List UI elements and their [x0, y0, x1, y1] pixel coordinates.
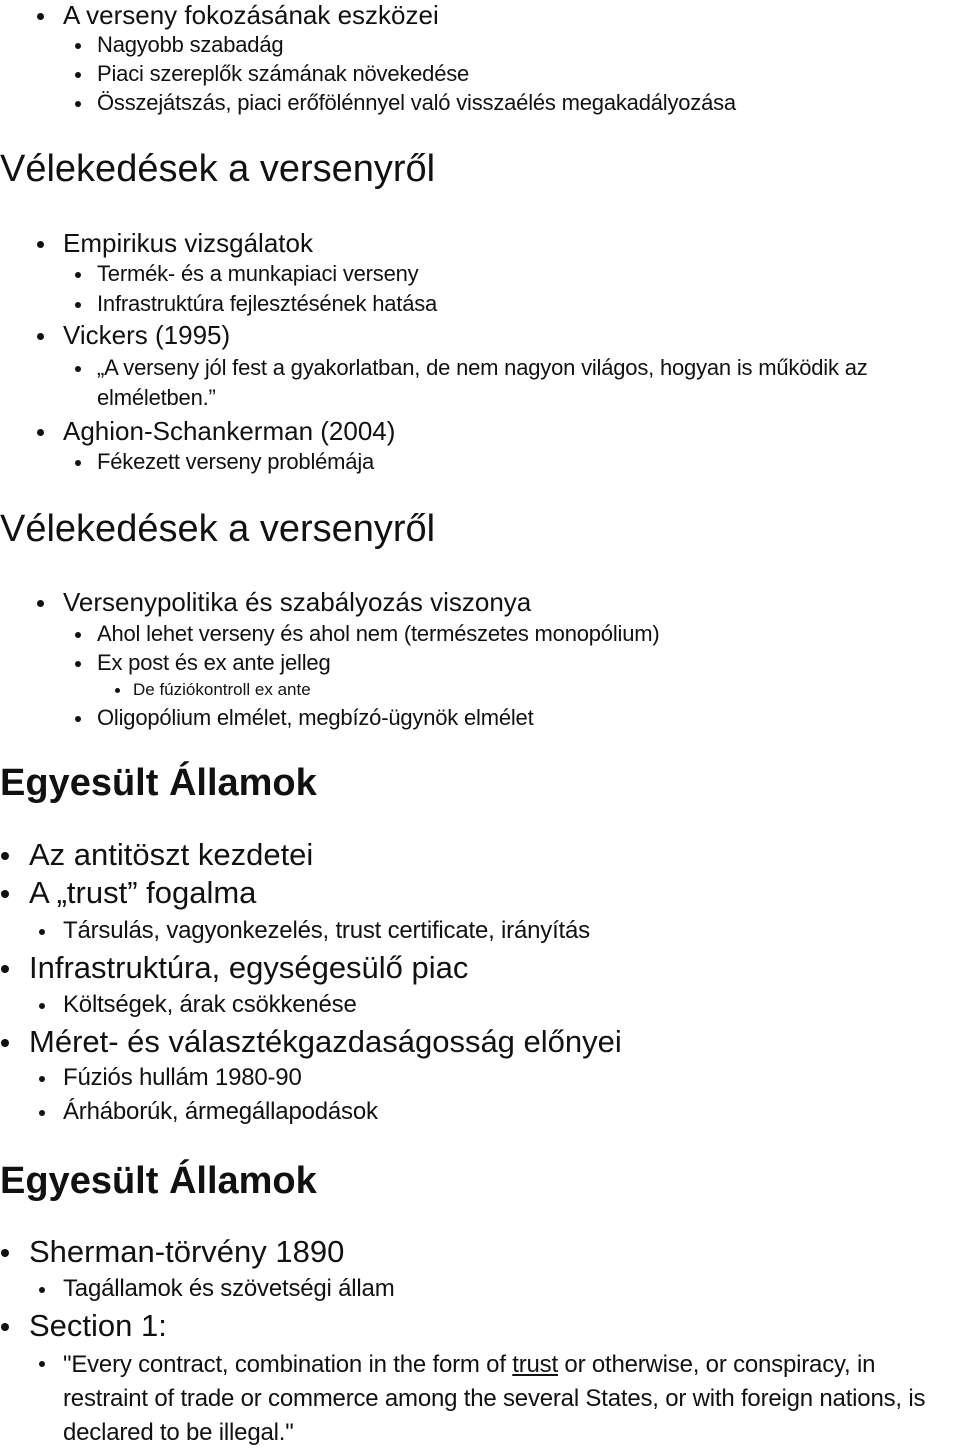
bullet-icon	[37, 429, 44, 436]
bullet-text: Section 1:	[29, 1308, 167, 1343]
bullet-text: Aghion-Schankerman (2004)	[63, 416, 396, 446]
sub-bullet-item	[63, 1063, 302, 1093]
bullet-text: Ahol lehet verseny és ahol nem (természetes monopólium)	[97, 621, 660, 646]
sub-bullet-item	[63, 1274, 395, 1304]
quote-text: or otherwise, or conspiracy, in restraint of trade or commerce among the several States, or with foreign nations, is declared to be illegal."	[63, 1351, 926, 1446]
bullet-text: Infrastruktúra fejlesztésének hatása	[97, 291, 438, 316]
sub-bullet-item	[97, 291, 437, 317]
bullet-text: Versenypolitika és szabályozás viszonya	[63, 587, 532, 617]
sub-bullet-item	[97, 90, 736, 116]
bullet-text: Összejátszás, piaci erőfölénnyel való visszaélés megakadályozása	[97, 90, 736, 115]
sub-bullet-item	[97, 621, 660, 647]
bullet-icon	[75, 72, 81, 78]
bullet-text: A „trust” fogalma	[29, 875, 257, 910]
bullet-icon	[1, 965, 9, 973]
sub-bullet-item	[97, 32, 283, 58]
section-title: Egyesült Államok	[0, 1160, 317, 1202]
bullet-text: „A verseny jól fest a gyakorlatban, de nem nagyon világos, hogyan is működik az	[97, 355, 868, 380]
quote-bullet-item	[63, 1348, 943, 1450]
bullet-text: Fékezett verseny problémája	[97, 449, 375, 474]
bullet-icon	[1, 852, 9, 860]
sub-bullet-item	[63, 1097, 378, 1127]
section-title: Egyesült Államok	[0, 762, 317, 804]
bullet-icon	[75, 302, 81, 308]
sub-bullet-item	[97, 355, 868, 381]
bullet-text: Fúziós hullám 1980-90	[63, 1064, 302, 1091]
bullet-icon	[39, 1003, 45, 1009]
bullet-text: Termék- és a munkapiaci verseny	[97, 261, 419, 286]
bullet-icon	[1, 1249, 9, 1257]
sub-sub-bullet-item	[133, 680, 311, 700]
bullet-item	[63, 0, 439, 30]
bullet-icon	[75, 101, 81, 107]
bullet-icon	[75, 272, 81, 278]
bullet-text: elméletben.”	[97, 385, 216, 410]
bullet-icon	[115, 688, 120, 693]
bullet-icon	[1, 1323, 9, 1331]
bullet-text: Nagyobb szabadág	[97, 32, 284, 57]
bullet-item	[63, 416, 395, 446]
bullet-item	[29, 875, 256, 911]
bullet-continuation	[97, 385, 216, 411]
bullet-text: De fúziókontroll ex ante	[133, 680, 311, 699]
bullet-text: Ex post és ex ante jelleg	[97, 650, 331, 675]
bullet-text: Költségek, árak csökkenése	[63, 991, 357, 1018]
bullet-icon	[39, 1110, 45, 1116]
bullet-text: Árháborúk, ármegállapodások	[63, 1098, 378, 1125]
sub-bullet-item	[97, 261, 418, 287]
bullet-text: A verseny fokozásának eszközei	[63, 0, 439, 30]
bullet-icon	[37, 600, 44, 607]
bullet-item	[63, 228, 313, 258]
bullet-item	[29, 950, 468, 986]
bullet-text: Vickers (1995)	[63, 320, 231, 350]
sub-bullet-item	[63, 916, 590, 946]
bullet-icon	[75, 366, 81, 372]
bullet-item	[63, 587, 531, 617]
bullet-icon	[75, 716, 81, 722]
bullet-text: Empirikus vizsgálatok	[63, 228, 313, 258]
sub-bullet-item	[63, 990, 357, 1020]
quote-text: "Every contract, combination in the form of	[63, 1351, 513, 1378]
bullet-text: Infrastruktúra, egységesülő piac	[29, 950, 469, 985]
sub-bullet-item	[97, 650, 330, 676]
bullet-icon	[1, 1039, 9, 1047]
sub-bullet-item	[97, 705, 534, 731]
bullet-text: Tagállamok és szövetségi állam	[63, 1275, 395, 1302]
bullet-text: Sherman-törvény 1890	[29, 1234, 345, 1269]
bullet-item	[63, 320, 230, 350]
bullet-icon	[37, 241, 44, 248]
bullet-icon	[37, 333, 44, 340]
bullet-icon	[39, 1287, 45, 1293]
section-title: Vélekedések a versenyről	[0, 508, 436, 550]
section-title: Vélekedések a versenyről	[0, 148, 436, 190]
bullet-icon	[75, 632, 81, 638]
bullet-text: Társulás, vagyonkezelés, trust certificate, irányítás	[63, 917, 590, 944]
bullet-icon	[75, 661, 81, 667]
bullet-item	[29, 1308, 167, 1344]
bullet-text: Oligopólium elmélet, megbízó-ügynök elmélet	[97, 705, 534, 730]
bullet-icon	[39, 929, 45, 935]
bullet-text: Az antitöszt kezdetei	[29, 837, 314, 872]
sub-bullet-item	[97, 61, 469, 87]
bullet-item	[29, 1024, 622, 1060]
bullet-item	[29, 837, 313, 873]
bullet-icon	[75, 43, 81, 49]
trust-link[interactable]: trust	[512, 1351, 558, 1378]
bullet-icon	[1, 890, 9, 898]
sub-bullet-item	[97, 449, 374, 475]
bullet-icon	[37, 13, 44, 20]
bullet-icon	[39, 1361, 45, 1367]
bullet-icon	[75, 460, 81, 466]
bullet-text: Méret- és választékgazdaságosság előnyei	[29, 1024, 622, 1059]
bullet-item	[29, 1234, 344, 1270]
bullet-text: Piaci szereplők számának növekedése	[97, 61, 470, 86]
bullet-icon	[39, 1076, 45, 1082]
